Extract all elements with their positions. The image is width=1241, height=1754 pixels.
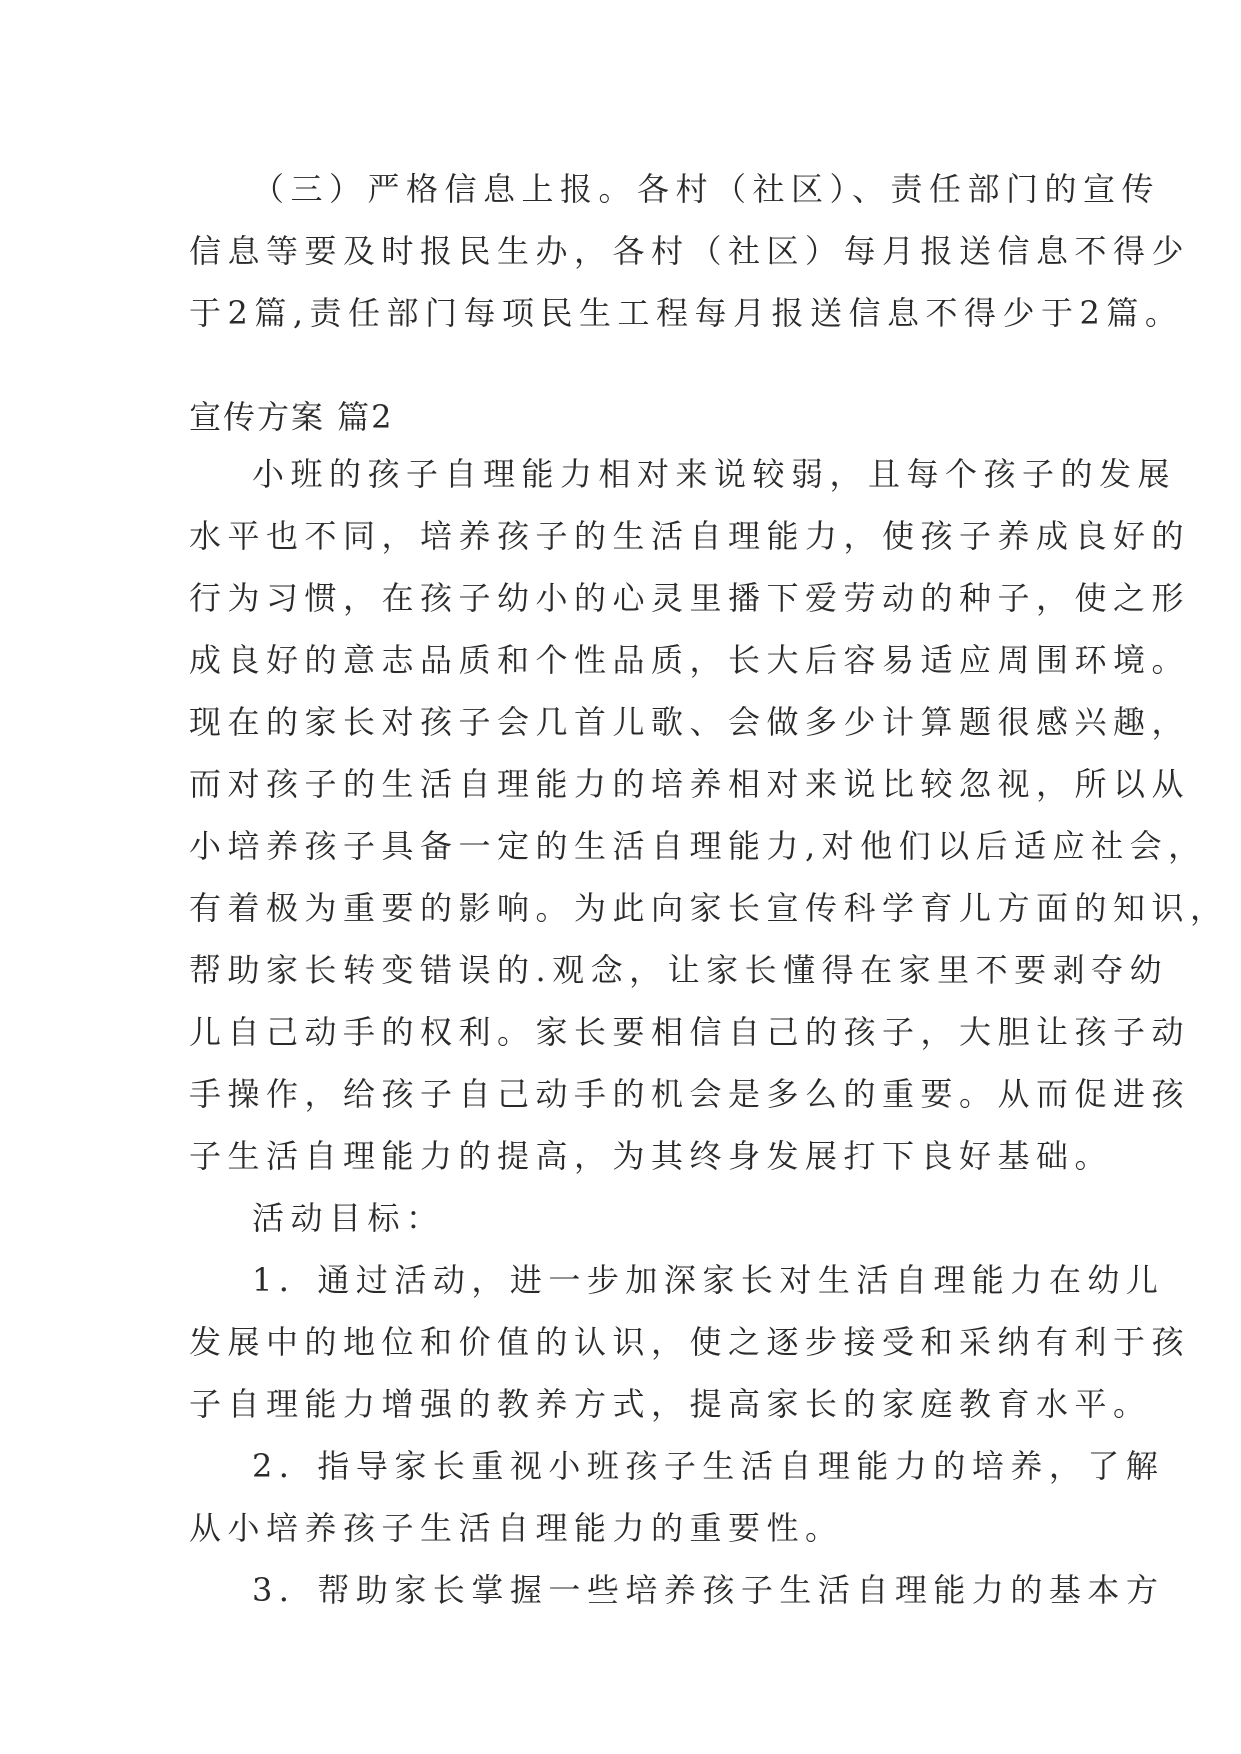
paragraph-line: 帮助家长转变错误的.观念，让家长懂得在家里不要剥夺幼 (189, 951, 1169, 989)
list-item-line: 子自理能力增强的教养方式，提高家长的家庭教育水平。 (189, 1385, 1152, 1423)
paragraph-line: 而对孩子的生活自理能力的培养相对来说比较忽视，所以从 (189, 765, 1191, 803)
paragraph-line: 于2篇,责任部门每项民生工程每月报送信息不得少于2篇。 (189, 294, 1184, 332)
list-item-line: 2．指导家长重视小班孩子生活自理能力的培养，了解 (252, 1447, 1165, 1485)
paragraph-line: 信息等要及时报民生办，各村（社区）每月报送信息不得少 (189, 232, 1191, 270)
paragraph-line: 手操作，给孩子自己动手的机会是多么的重要。从而促进孩 (189, 1075, 1191, 1113)
subheading-activity-goals: 活动目标： (252, 1199, 445, 1237)
paragraph-line: 行为习惯，在孩子幼小的心灵里播下爱劳动的种子，使之形 (189, 579, 1191, 617)
section-heading: 宣传方案 篇2 (189, 398, 394, 436)
paragraph-line: （三）严格信息上报。各村（社区）、责任部门的宣传 (252, 170, 1161, 208)
paragraph-line: 小班的孩子自理能力相对来说较弱，且每个孩子的发展 (252, 455, 1177, 493)
paragraph-line: 现在的家长对孩子会几首儿歌、会做多少计算题很感兴趣， (189, 703, 1191, 741)
list-item-line: 发展中的地位和价值的认识，使之逐步接受和采纳有利于孩 (189, 1323, 1191, 1361)
paragraph-line: 水平也不同，培养孩子的生活自理能力，使孩子养成良好的 (189, 517, 1191, 555)
paragraph-line: 有着极为重要的影响。为此向家长宣传科学育儿方面的知识， (189, 889, 1229, 927)
paragraph-line: 子生活自理能力的提高，为其终身发展打下良好基础。 (189, 1137, 1114, 1175)
paragraph-line: 小培养孩子具备一定的生活自理能力,对他们以后适应社会， (189, 827, 1207, 865)
paragraph-line: 成良好的意志品质和个性品质，长大后容易适应周围环境。 (189, 641, 1191, 679)
list-item-line: 从小培养孩子生活自理能力的重要性。 (189, 1509, 844, 1547)
list-item-line: 1．通过活动，进一步加深家长对生活自理能力在幼儿 (252, 1261, 1165, 1299)
paragraph-line: 儿自己动手的权利。家长要相信自己的孩子，大胆让孩子动 (189, 1013, 1191, 1051)
list-item-line: 3．帮助家长掌握一些培养孩子生活自理能力的基本方 (252, 1571, 1165, 1609)
